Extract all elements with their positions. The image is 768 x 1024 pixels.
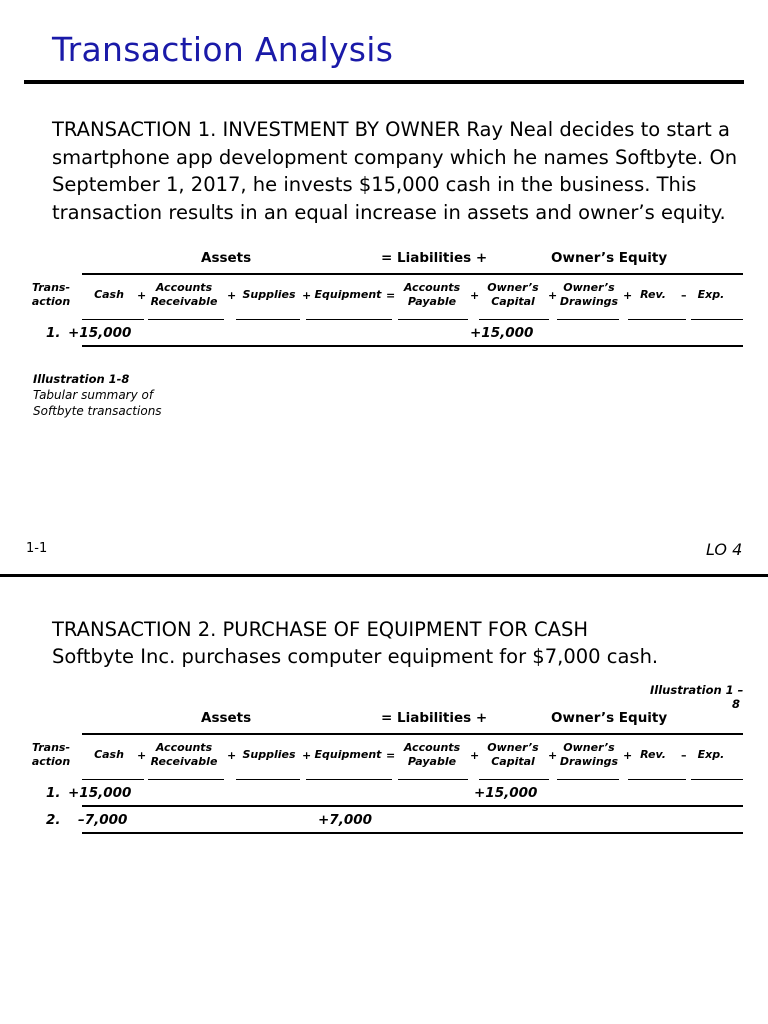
illustration-label: Illustration 1-8	[33, 372, 130, 386]
owners-capital-header: Owner’s Capital	[487, 741, 539, 768]
revenue-column-header: Rev.	[640, 288, 666, 301]
minus-operator: –	[681, 749, 687, 762]
transaction-1-description	[52, 116, 742, 226]
liabilities-header: = Liabilities +	[381, 250, 488, 266]
supplies-column-header: Supplies	[242, 288, 296, 301]
row-1-number: 1.	[46, 325, 61, 341]
cash-column-header: Cash	[94, 748, 124, 761]
row-1-cash: +15,000	[68, 325, 132, 341]
learning-objective: LO 4	[706, 540, 743, 559]
equipment-column-header: Equipment	[314, 288, 382, 301]
page-number: 1-1	[26, 541, 48, 556]
equity-header: Owner’s Equity	[551, 710, 668, 726]
owners-drawings-header: Owner’s Drawings	[559, 741, 619, 768]
row-2-cash: –7,000	[78, 812, 128, 828]
expense-column-header: Exp.	[697, 748, 725, 761]
row-2-equipment: +7,000	[318, 812, 373, 828]
header-rule	[82, 733, 743, 735]
plus-operator: +	[470, 749, 480, 762]
illustration-label-number: 8	[732, 697, 741, 711]
transaction-2-heading: TRANSACTION 2. PURCHASE OF EQUIPMENT FOR CASH	[52, 618, 589, 641]
supplies-column-header: Supplies	[242, 748, 296, 761]
row-1-cash: +15,000	[68, 785, 132, 801]
equipment-column-header: Equipment	[314, 748, 382, 761]
revenue-column-header: Rev.	[640, 748, 666, 761]
liabilities-header: = Liabilities +	[381, 710, 488, 726]
row-1-number: 1.	[46, 785, 61, 801]
accounts-payable-header: Accounts Payable	[403, 281, 461, 308]
equals-operator: =	[386, 289, 396, 302]
transaction-1-text: Ray Neal decides to start a smartphone app development company which he names Softbyte. On September 1, 2017, he invests $15,000 cash in the business. This transaction results in an equal increase in assets and owner’s equity.	[52, 118, 738, 224]
illustration-caption: Tabular summary of Softbyte transactions	[33, 388, 162, 418]
plus-operator: +	[302, 749, 312, 762]
illustration-label: Illustration 1 –	[650, 683, 744, 697]
row-1-capital: +15,000	[474, 785, 538, 801]
minus-operator: –	[681, 289, 687, 302]
plus-operator: +	[137, 289, 147, 302]
owners-drawings-header: Owner’s Drawings	[559, 281, 619, 308]
plus-operator: +	[623, 289, 633, 302]
trans-column-header: Trans- action	[31, 281, 71, 308]
plus-operator: +	[302, 289, 312, 302]
plus-operator: +	[623, 749, 633, 762]
plus-operator: +	[548, 749, 558, 762]
equity-header: Owner’s Equity	[551, 250, 668, 266]
transaction-2-text: Softbyte Inc. purchases computer equipment for $7,000 cash.	[52, 645, 659, 668]
plus-operator: +	[137, 749, 147, 762]
plus-operator: +	[548, 289, 558, 302]
accounts-receivable-header: Accounts Receivable	[150, 281, 218, 308]
accounts-receivable-header: Accounts Receivable	[150, 741, 218, 768]
trans-column-header: Trans- action	[31, 741, 71, 768]
slide-2	[0, 577, 768, 1024]
row-1-capital: +15,000	[470, 325, 534, 341]
plus-operator: +	[227, 749, 237, 762]
row-1-rule	[82, 805, 743, 807]
expense-column-header: Exp.	[697, 288, 725, 301]
title-rule	[24, 80, 744, 84]
plus-operator: +	[470, 289, 480, 302]
transaction-1-heading: TRANSACTION 1. INVESTMENT BY OWNER	[52, 118, 461, 141]
header-rule	[82, 273, 743, 275]
plus-operator: +	[227, 289, 237, 302]
assets-header: Assets	[201, 710, 252, 726]
cash-column-header: Cash	[94, 288, 124, 301]
assets-header: Assets	[201, 250, 252, 266]
slide-title: Transaction Analysis	[52, 30, 394, 69]
row-2-rule	[82, 832, 743, 834]
row-2-number: 2.	[46, 812, 61, 828]
row-1-rule	[82, 345, 743, 347]
equals-operator: =	[386, 749, 396, 762]
owners-capital-header: Owner’s Capital	[487, 281, 539, 308]
accounts-payable-header: Accounts Payable	[403, 741, 461, 768]
